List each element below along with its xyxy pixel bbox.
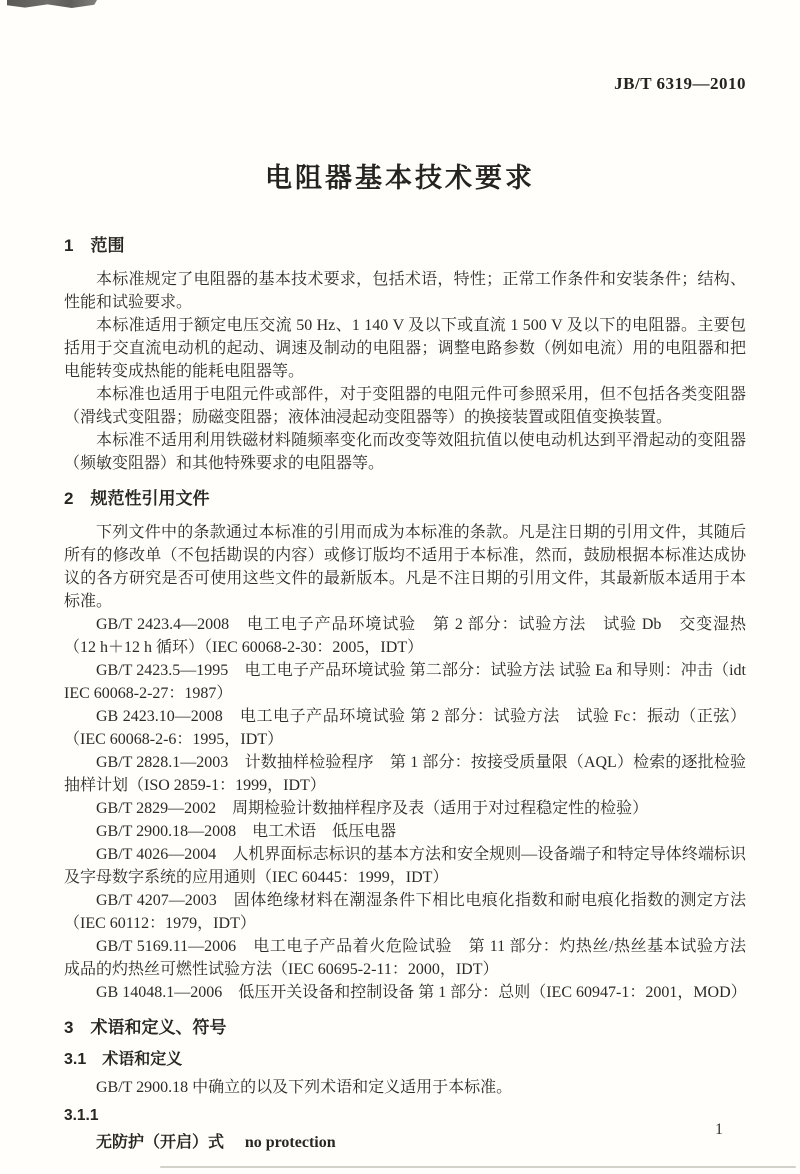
section-3-heading: 3 术语和定义、符号 <box>64 1018 227 1037</box>
reference-item: GB/T 4207—2003 固体绝缘材料在潮湿条件下相比电痕化指数和耐电痕化指数的测定方法（IEC 60112：1979，IDT） <box>64 892 746 932</box>
section-1-paragraph: 本标准不适用利用铁磁材料随频率变化而改变等效阻抗值以使电动机达到平滑起动的变阻器（频敏变阻器）和其他特殊要求的电阻器等。 <box>64 432 746 472</box>
scan-edge-line <box>160 1166 796 1168</box>
clause-3-1-1-number: 3.1.1 <box>64 1107 99 1124</box>
scan-smudge-mark <box>7 0 97 8</box>
section-1-heading: 1 范围 <box>64 236 125 255</box>
section-2-intro: 下列文件中的条款通过本标准的引用而成为本标准的条款。凡是注日期的引用文件，其随后所有的修改单（不包括勘误的内容）或修订版均不适用于本标准，然而，鼓励根据本标准达成协议的各方研究是否可使用这些文件的最新版本。凡是不注日期的引用文件，其最新版本适用于本标准。 <box>64 524 746 610</box>
reference-item: GB/T 4026—2004 人机界面标志标识的基本方法和安全规则—设备端子和特定导体终端标识及字母数字系统的应用通则（IEC 60445：1999，IDT） <box>64 846 746 886</box>
subsection-3-1-paragraph: GB/T 2900.18 中确立的以及下列术语和定义适用于本标准。 <box>96 1079 513 1096</box>
reference-item: GB 2423.10—2008 电工电子产品环境试验 第 2 部分：试验方法 试验 Fc：振动（正弦）（IEC 60068-2-6：1995，IDT） <box>64 708 746 748</box>
reference-item: GB/T 2900.18—2008 电工术语 低压电器 <box>96 823 397 840</box>
section-1-paragraph: 本标准规定了电阻器的基本技术要求，包括术语，特性；正常工作条件和安装条件；结构、性能和试验要求。 <box>64 271 746 311</box>
term-chinese: 无防护（开启）式 <box>96 1134 225 1151</box>
reference-item: GB/T 2828.1—2003 计数抽样检验程序 第 1 部分：按接受质量限（AQL）检索的逐批检验抽样计划（ISO 2859-1：1999，IDT） <box>64 754 746 794</box>
standard-number: JB/T 6319—2010 <box>614 74 746 93</box>
reference-item: GB/T 2423.4—2008 电工电子产品环境试验 第 2 部分：试验方法 试验 Db 交变湿热（12 h＋12 h 循环）（IEC 60068-2-30：2005，IDT） <box>64 616 746 656</box>
term-definition-line <box>64 1131 746 1154</box>
reference-item: GB 14048.1—2006 低压开关设备和控制设备 第 1 部分：总则（IEC 60947-1：2001，MOD） <box>96 984 747 1001</box>
term-english: no protection <box>244 1134 336 1151</box>
section-1-paragraph: 本标准也适用于电阻元件或部件，对于变阻器的电阻元件可参照采用，但不包括各类变阻器（滑线式变阻器；励磁变阻器；液体油浸起动变阻器等）的换接装置或阻值变换装置。 <box>64 386 746 426</box>
reference-item: GB/T 5169.11—2006 电工电子产品着火危险试验 第 11 部分：灼热丝/热丝基本试验方法 成品的灼热丝可燃性试验方法（IEC 60695-2-11：2000，IDT） <box>64 938 763 978</box>
document-body <box>64 236 763 1154</box>
reference-item: GB/T 2829—2002 周期检验计数抽样程序及表（适用于对过程稳定性的检验） <box>96 800 649 817</box>
reference-item: GB/T 2423.5—1995 电工电子产品环境试验 第二部分：试验方法 试验 Ea 和导则：冲击（idt IEC 60068-2-27：1987） <box>64 662 746 702</box>
section-2-heading: 2 规范性引用文件 <box>64 489 210 508</box>
subsection-3-1-heading: 3.1 术语和定义 <box>64 1051 183 1068</box>
document-title: 电阻器基本技术要求 <box>265 163 535 193</box>
section-1-paragraph: 本标准适用于额定电压交流 50 Hz、1 140 V 及以下或直流 1 500 V 及以下的电阻器。主要包括用于交直流电动机的起动、调速及制动的电阻器；调整电路参数（例如电流）用的电阻器和把电能转变成热能的能耗电阻器等。 <box>64 317 746 380</box>
page-number: 1 <box>715 1121 723 1138</box>
